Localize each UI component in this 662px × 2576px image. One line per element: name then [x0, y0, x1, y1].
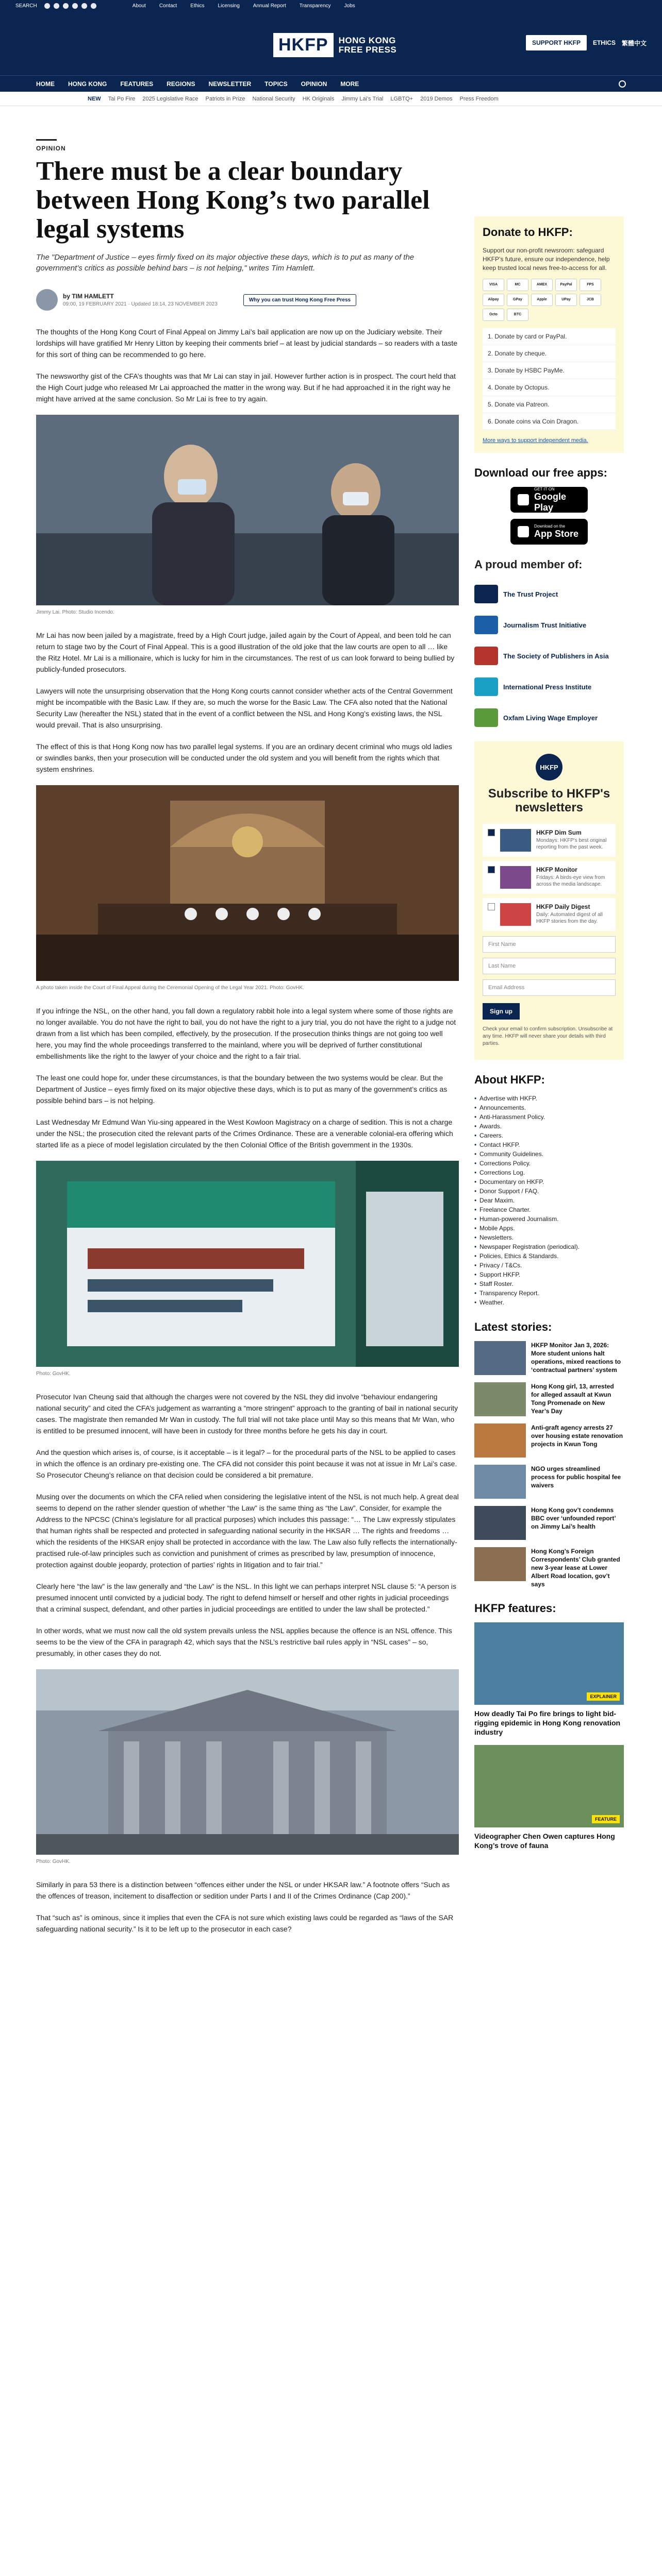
- article-paragraph: Mr Lai has now been jailed by a magistrate, freed by a High Court judge, jailed again by the Court of Appeal, and been told he can return to stage two by the Court of Final Appeal. This is a good illustration of the old joke that the law courts are open to all … like the Ritz Hotel. Mr Lai is a millionaire, which is lucky for him in the circumstances. The rest of us can look forward to being bullied by publicly-funded prosecutors.: [36, 631, 455, 673]
- nav-item-features[interactable]: FEATURES: [120, 80, 154, 88]
- story-item[interactable]: Hong Kong’s Foreign Correspondents’ Club granted new 3-year lease at Lower Albert Road location, gov’t says: [474, 1547, 624, 1588]
- story-thumbnail[interactable]: [474, 1382, 526, 1416]
- payment-icon: MC: [507, 279, 528, 291]
- photo-illustration: [36, 415, 459, 605]
- trending-item[interactable]: Jimmy Lai's Trial: [341, 95, 384, 102]
- about-link[interactable]: • Weather.: [474, 1298, 624, 1307]
- about-link[interactable]: • Awards.: [474, 1122, 624, 1131]
- photo-caption: Jimmy Lai. Photo: Studio Incendo.: [36, 609, 114, 615]
- about-link[interactable]: • Freelance Charter.: [474, 1205, 624, 1214]
- article-paragraph: The least one could hope for, under these circumstances, is that the boundary between the two systems would be clear. But the Department of Justice – eyes firmly fixed on its major objective these days, which is to put as many of the government’s critics as possible behind bars – is not helping.: [36, 1074, 448, 1105]
- support-hkfp-button[interactable]: SUPPORT HKFP: [526, 35, 587, 50]
- feature-image[interactable]: [474, 1745, 624, 1827]
- features-title: HKFP features:: [474, 1602, 556, 1615]
- about-link[interactable]: • Announcements.: [474, 1103, 624, 1112]
- search-link[interactable]: SEARCH: [15, 3, 37, 9]
- payment-icon: AMEX: [531, 279, 553, 291]
- utility-link[interactable]: About: [132, 3, 146, 9]
- article-paragraph: Last Wednesday Mr Edmund Wan Yiu-sing appeared in the West Kowloon Magistracy on a charge of sedition. This is not a charge under the NSL; the prosecution cited the relevant parts of the Crimes Ordinance. These are a venerable colonial-era offering which started life as a piece of model legislation circulated by the then Colonial Office of the British government in the 1930s.: [36, 1118, 453, 1149]
- about-link[interactable]: • Corrections Log.: [474, 1168, 624, 1177]
- google-play-icon: [518, 494, 529, 505]
- nav-item-more[interactable]: MORE: [340, 80, 359, 88]
- gplay-small: GET IT ON: [534, 486, 555, 492]
- story-thumbnail[interactable]: [474, 1423, 526, 1458]
- article-paragraph: Musing over the documents on which the CFA relied when considering the legislative intent of the NSL is not much help. A great deal seems to depend on the rather slender question of whether “the Law” is the same thing as “the Law”. Consider, for example the Address to the NPCSC (China’s legislature for all practical purposes) which includes this passage: “… The Law expressly stipulates that human rights shall be respected and protected in safeguarding national security in the HKSAR … The rights and freedoms … which the residents of the HKSAR enjoy shall be protected in accordance with the law. The Law also fully reflects the internationally-practised rule-of-law principles such as conviction and punishment of crimes as prescribed by law, presumption of innocence, protection against double jeopardy, protection of parties’ rights in litigation and to fair trial.”: [36, 1493, 459, 1569]
- features-panel: [474, 1602, 624, 1850]
- first-name-input[interactable]: First Name: [483, 936, 616, 953]
- about-panel: [474, 1073, 624, 1307]
- story-thumbnail[interactable]: [474, 1547, 526, 1581]
- feature-item[interactable]: [474, 1622, 624, 1737]
- article-paragraph: Clearly here “the law” is the law generally and “the Law” is the NSL. In this light we can perhaps interpret NSL clause 5: “A person is presumed innocent until convicted by a judicial body. The right to defend himself or herself and other rights in judicial proceedings that a criminal suspect, defendant, and other parties in judicial proceedings are entitled to under the law shall be protected.”: [36, 1582, 456, 1613]
- article-paragraph: If you infringe the NSL, on the other hand, you fall down a regulatory rabbit hole into a legal system where some of those rights are no longer available. You do not have the right to bail, you do not have the right to a jury trial, you do not have the right to a judge not drawn from a list which has been compiled, effectively, by the prosecution. If the prosecution thinks things are not going too well here, you may find the whole proceedings transferred to the mainland, where you will be deprived of further constitutional embellishments like the right to the lawyer of your choice and the right to a fair trial.: [36, 1007, 456, 1060]
- linkedin-icon[interactable]: [81, 3, 87, 9]
- article-paragraph: Lawyers will note the unsurprising observation that the Hong Kong courts cannot consider whether acts of the Central Government might be incompatible with the Basic Law. If they are, so much the worse for the Basic Law. The CFA also noted that the National Security Law (hereafter the NSL) stated that in the event of a conflict between the NSL and Hong Kong’s existing laws, the NSL would prevail. That is also unsurprising.: [36, 687, 453, 729]
- logo-line-1: HONG KONG: [338, 35, 396, 45]
- member-logo[interactable]: The Trust Project: [474, 581, 624, 607]
- story-thumbnail[interactable]: [474, 1506, 526, 1540]
- facebook-icon[interactable]: [44, 3, 50, 9]
- google-play-button[interactable]: [510, 487, 588, 513]
- feature-image[interactable]: [474, 1622, 624, 1705]
- donate-panel: [474, 216, 624, 453]
- donate-option-payme[interactable]: 3. Donate by HSBC PayMe.: [483, 362, 616, 379]
- sopa-icon: [474, 647, 498, 665]
- social-links: [44, 3, 96, 9]
- signup-button[interactable]: Sign up: [483, 1003, 520, 1020]
- appstore-small: Download on the: [534, 524, 566, 529]
- trending-item[interactable]: Patriots in Prize: [205, 95, 245, 102]
- about-link[interactable]: • Dear Maxim.: [474, 1196, 624, 1205]
- feature-title[interactable]: Videographer Chen Owen captures Hong Kong’s trove of fauna: [474, 1832, 615, 1850]
- newsletter-option[interactable]: HKFP Monitor Fridays: A birds-eye view from across the media landscape.: [483, 861, 616, 894]
- story-thumbnail[interactable]: [474, 1465, 526, 1499]
- apple-icon: [518, 526, 529, 537]
- donate-option-coins[interactable]: 6. Donate coins via Coin Dragon.: [483, 413, 616, 430]
- trust-button[interactable]: Why you can trust Hong Kong Free Press: [243, 294, 356, 306]
- payment-icon: Octo: [483, 309, 504, 321]
- utility-link[interactable]: Contact: [159, 3, 177, 9]
- nav-item-regions[interactable]: REGIONS: [167, 80, 195, 88]
- apps-panel: [474, 466, 624, 545]
- newsletter-title: Subscribe to HKFP's newsletters: [488, 787, 610, 815]
- member-logo[interactable]: International Press Institute: [474, 673, 624, 700]
- article-photo-jimmy-lai: [36, 415, 459, 605]
- about-link[interactable]: • Transparency Report.: [474, 1289, 624, 1298]
- article-headline: There must be a clear boundary between Hong Kong’s two parallel legal systems: [36, 157, 430, 244]
- masthead: [0, 11, 662, 75]
- photo-caption: A photo taken inside the Court of Final Appeal during the Ceremonial Opening of the Legal Year 2021. Photo: GovHK.: [36, 985, 304, 991]
- about-link[interactable]: • Mobile Apps.: [474, 1224, 624, 1233]
- trending-item[interactable]: Press Freedom: [459, 95, 499, 102]
- article-paragraph: Prosecutor Ivan Cheung said that although the charges were not covered by the NSL they did involve “behaviour endangering national security” and cited the CFA’s judgement as warranting a “more stringent” approach to the granting of bail in national security cases. The magistrate then remanded Mr Wan in custody. The full trial will not take place until May so this means that Mr Wan, who is entitled to be presumed innocent, will have been in custody for three months before he gets his day in court.: [36, 1393, 458, 1435]
- trending-bar: [0, 92, 662, 106]
- about-link[interactable]: • Human-powered Journalism.: [474, 1214, 624, 1224]
- article-paragraph: The effect of this is that Hong Kong now has two parallel legal systems. If you are an ordinary decent criminal who mugs old ladies or swindles banks, then your prosecution will be conducted under the old system and you will benefit from the rights which that system enshrines.: [36, 742, 452, 773]
- utility-bar: [0, 0, 662, 11]
- member-logo[interactable]: Journalism Trust Initiative: [474, 612, 624, 638]
- member-logo[interactable]: The Society of Publishers in Asia: [474, 642, 624, 669]
- utility-link[interactable]: Jobs: [344, 3, 355, 9]
- donate-option-octopus[interactable]: 4. Donate by Octopus.: [483, 379, 616, 396]
- gplay-big: Google Play: [534, 491, 566, 513]
- payment-icon: VISA: [483, 279, 504, 291]
- about-link[interactable]: • Community Guidelines.: [474, 1149, 624, 1159]
- feature-tag: EXPLAINER: [587, 1692, 620, 1701]
- nav-item-home[interactable]: HOME: [36, 80, 55, 88]
- banner-illustration: [36, 1161, 459, 1367]
- publish-dates: 09:00, 19 FEBRUARY 2021 · Updated 18:14, 23 NOVEMBER 2023: [63, 301, 218, 307]
- utility-link[interactable]: Ethics: [190, 3, 205, 9]
- trending-item[interactable]: Tai Po Fire: [108, 95, 136, 102]
- about-link[interactable]: • Contact HKFP.: [474, 1140, 624, 1149]
- about-link[interactable]: • Newsletters.: [474, 1233, 624, 1242]
- payment-icon: Apple: [531, 294, 553, 306]
- story-item[interactable]: HKFP Monitor Jan 3, 2026: More student unions halt operations, mixed reactions to ‘contractual partners’ system: [474, 1341, 624, 1375]
- donate-option-card[interactable]: 1. Donate by card or PayPal.: [483, 328, 616, 345]
- newsletter-thumbnail: [500, 903, 531, 926]
- more-ways-link[interactable]: More ways to support independent media.: [483, 437, 588, 444]
- donate-option-cheque[interactable]: 2. Donate by cheque.: [483, 345, 616, 362]
- article-photo-court: [36, 785, 459, 981]
- donate-title: Donate to HKFP:: [483, 226, 573, 239]
- trust-project-icon: [474, 585, 498, 603]
- building-illustration: [36, 1669, 459, 1855]
- article-paragraph: That “such as” is ominous, since it implies that even the CFA is not sure which existing laws could be regarded as “laws of the SAR safeguarding national security.” Is it to be left up to the prosecutor in each case?: [36, 1913, 454, 1933]
- article-standfirst: The "Department of Justice – eyes firmly fixed on its major objective these days, which is to put as many of the government’s critics as possible behind bars – is not helping," writes Tim Hamlett.: [36, 253, 415, 273]
- article-paragraph: Similarly in para 53 there is a distinction between “offences either under the NSL or under HKSAR law.” A footnote offers “Such as the offences of treason, incitement to disaffection or sedition under Parts I and II of the Crimes Ordinance (Cap 200).”: [36, 1880, 450, 1900]
- utility-link[interactable]: Annual Report: [253, 3, 286, 9]
- logo-line-2: FREE PRESS: [338, 44, 397, 55]
- about-link[interactable]: • Donor Support / FAQ.: [474, 1187, 624, 1196]
- newsletter-thumbnail: [500, 829, 531, 852]
- about-link[interactable]: • Policies, Ethics & Standards.: [474, 1251, 624, 1261]
- jti-icon: [474, 616, 498, 634]
- about-link[interactable]: • Documentary on HKFP.: [474, 1177, 624, 1187]
- feature-item[interactable]: [474, 1745, 624, 1850]
- nav-item-hong-kong[interactable]: HONG KONG: [68, 80, 107, 88]
- latest-title: Latest stories:: [474, 1320, 552, 1333]
- newsletter-option[interactable]: HKFP Dim Sum Mondays: HKFP's best original reporting from the past week.: [483, 824, 616, 857]
- about-link[interactable]: • Newspaper Registration (periodical).: [474, 1242, 624, 1251]
- payment-icon: JCB: [580, 294, 601, 306]
- trending-item[interactable]: National Security: [252, 95, 295, 102]
- story-item[interactable]: Anti-graft agency arrests 27 over housing estate renovation projects in Kwun Tong: [474, 1423, 624, 1458]
- story-item[interactable]: Hong Kong girl, 13, arrested for alleged assault at Kwun Tong Promenade on New Year’s Day: [474, 1382, 624, 1416]
- byline: [36, 289, 459, 311]
- story-thumbnail[interactable]: [474, 1341, 526, 1375]
- latest-stories-panel: [474, 1320, 624, 1588]
- photo-caption: Photo: GovHK.: [36, 1859, 71, 1865]
- newsletter-checkbox[interactable]: [488, 829, 495, 836]
- about-link[interactable]: • Anti-Harassment Policy.: [474, 1112, 624, 1122]
- about-link[interactable]: • Staff Roster.: [474, 1279, 624, 1289]
- nav-item-newsletter[interactable]: NEWSLETTER: [208, 80, 252, 88]
- email-input[interactable]: Email Address: [483, 979, 616, 996]
- rss-icon[interactable]: [91, 3, 96, 9]
- newsletter-checkbox[interactable]: [488, 903, 495, 910]
- author-avatar[interactable]: [36, 289, 58, 311]
- article-photo-nsl-banner: [36, 1161, 459, 1367]
- photo-caption: Photo: GovHK.: [36, 1371, 71, 1377]
- article-photo-court-building: [36, 1669, 459, 1855]
- article-paragraph: In other words, what we must now call the old system prevails unless the NSL applies because the offence is an NSL offence. This seems to be the view of the CFA in paragraph 42, which says that the NSL’s restrictive bail rules apply in “NSL cases” – so, presumably, in other cases they do not.: [36, 1626, 452, 1657]
- nav-item-opinion[interactable]: OPINION: [301, 80, 327, 88]
- about-link[interactable]: • Privacy / T&Cs.: [474, 1261, 624, 1270]
- newsletter-panel: [474, 741, 624, 1060]
- nav-item-topics[interactable]: TOPICS: [264, 80, 288, 88]
- newsletter-checkbox[interactable]: [488, 866, 495, 873]
- payment-icon: FPS: [580, 279, 601, 291]
- twitter-icon[interactable]: [54, 3, 59, 9]
- payment-icon: UPay: [555, 294, 577, 306]
- search-icon[interactable]: [619, 80, 626, 88]
- story-item[interactable]: NGO urges streamlined process for public hospital fee waivers: [474, 1465, 624, 1499]
- instagram-icon[interactable]: [63, 3, 69, 9]
- signup-note: Check your email to confirm subscription. Unsubscribe at any time. HKFP will never share your details with third parties.: [483, 1026, 613, 1046]
- member-logo[interactable]: Oxfam Living Wage Employer: [474, 704, 624, 731]
- sidebar: [474, 216, 624, 1858]
- payment-icon: GPay: [507, 294, 528, 306]
- about-title: About HKFP:: [474, 1073, 545, 1086]
- payment-methods: [483, 279, 616, 321]
- about-link[interactable]: • Support HKFP.: [474, 1270, 624, 1279]
- ethics-link[interactable]: ETHICS: [592, 39, 616, 46]
- article-paragraph: The thoughts of the Hong Kong Court of Final Appeal on Jimmy Lai’s bail application are now up on the Judiciary website. Their lordships will have gratified Mr Henry Litton by keeping their comments brief – at least by judicial standards – so readers with a taste for this sort of thing can be recommended to go here.: [36, 328, 458, 359]
- newsletter-logo: HKFP: [536, 754, 562, 781]
- payment-icon: BTC: [507, 309, 528, 321]
- feature-title[interactable]: How deadly Tai Po fire brings to light bid-rigging epidemic in Hong Kong renovation industry: [474, 1709, 621, 1736]
- youtube-icon[interactable]: [72, 3, 78, 9]
- utility-link[interactable]: Licensing: [218, 3, 240, 9]
- trending-item[interactable]: 2025 Legislative Race: [142, 95, 198, 102]
- story-item[interactable]: Hong Kong gov’t condemns BBC over ‘unfounded report’ on Jimmy Lai’s health: [474, 1506, 624, 1540]
- section-rule: [36, 139, 57, 141]
- trending-item[interactable]: 2019 Demos: [420, 95, 453, 102]
- about-link[interactable]: • Careers.: [474, 1131, 624, 1140]
- newsletter-option[interactable]: HKFP Daily Digest Daily: Automated digest of all HKFP stories from the day.: [483, 898, 616, 931]
- chinese-link[interactable]: 繁體中文: [621, 39, 647, 47]
- site-logo[interactable]: [273, 33, 396, 57]
- payment-icon: Alipay: [483, 294, 504, 306]
- trending-label: NEW: [88, 95, 101, 102]
- article: [36, 139, 459, 1945]
- logo-mark: HKFP: [273, 33, 334, 57]
- utility-links: [133, 3, 355, 9]
- court-illustration: [36, 785, 459, 981]
- author-name[interactable]: by TIM HAMLETT: [63, 293, 114, 300]
- trending-item[interactable]: LGBTQ+: [390, 95, 413, 102]
- member-panel: [474, 558, 624, 731]
- app-store-button[interactable]: [510, 519, 588, 545]
- donate-option-patreon[interactable]: 5. Donate via Patreon.: [483, 396, 616, 413]
- section-label[interactable]: OPINION: [36, 145, 66, 152]
- article-paragraph: The newsworthy gist of the CFA’s thoughts was that Mr Lai can stay in jail. However further action is in prospect. The court held that the High Court judge who released Mr Lai approached the matter in the wrong way. But if he had approached it in the right way he might have arrived at the same conclusion. So Mr Lai is free to try again.: [36, 372, 456, 403]
- appstore-big: App Store: [534, 529, 579, 539]
- apps-title: Download our free apps:: [474, 466, 607, 479]
- ipi-icon: [474, 677, 498, 696]
- member-title: A proud member of:: [474, 558, 583, 571]
- donate-intro: Support our non-profit newsroom: safeguard HKFP’s future, ensure our independence, help keep trusted local news free-to-access for all.: [483, 247, 610, 272]
- newsletter-thumbnail: [500, 866, 531, 889]
- feature-tag: FEATURE: [592, 1815, 620, 1823]
- payment-icon: PayPal: [555, 279, 577, 291]
- trending-item[interactable]: HK Originals: [302, 95, 335, 102]
- last-name-input[interactable]: Last Name: [483, 958, 616, 974]
- article-paragraph: And the question which arises is, of course, is it acceptable – is it legal? – for the procedural parts of the NSL to be applied to cases in which the offence is an ordinary pre-existing one. The CFA did not consider this point because it was not at issue in Mr Lai’s case. So Prosecutor Cheung’s reliance on that decision could be considered a bit premature.: [36, 1448, 457, 1479]
- main-nav: [0, 75, 662, 92]
- about-link[interactable]: • Corrections Policy.: [474, 1159, 624, 1168]
- utility-link[interactable]: Transparency: [299, 3, 331, 9]
- oxfam-icon: [474, 708, 498, 727]
- about-link[interactable]: • Advertise with HKFP.: [474, 1094, 624, 1103]
